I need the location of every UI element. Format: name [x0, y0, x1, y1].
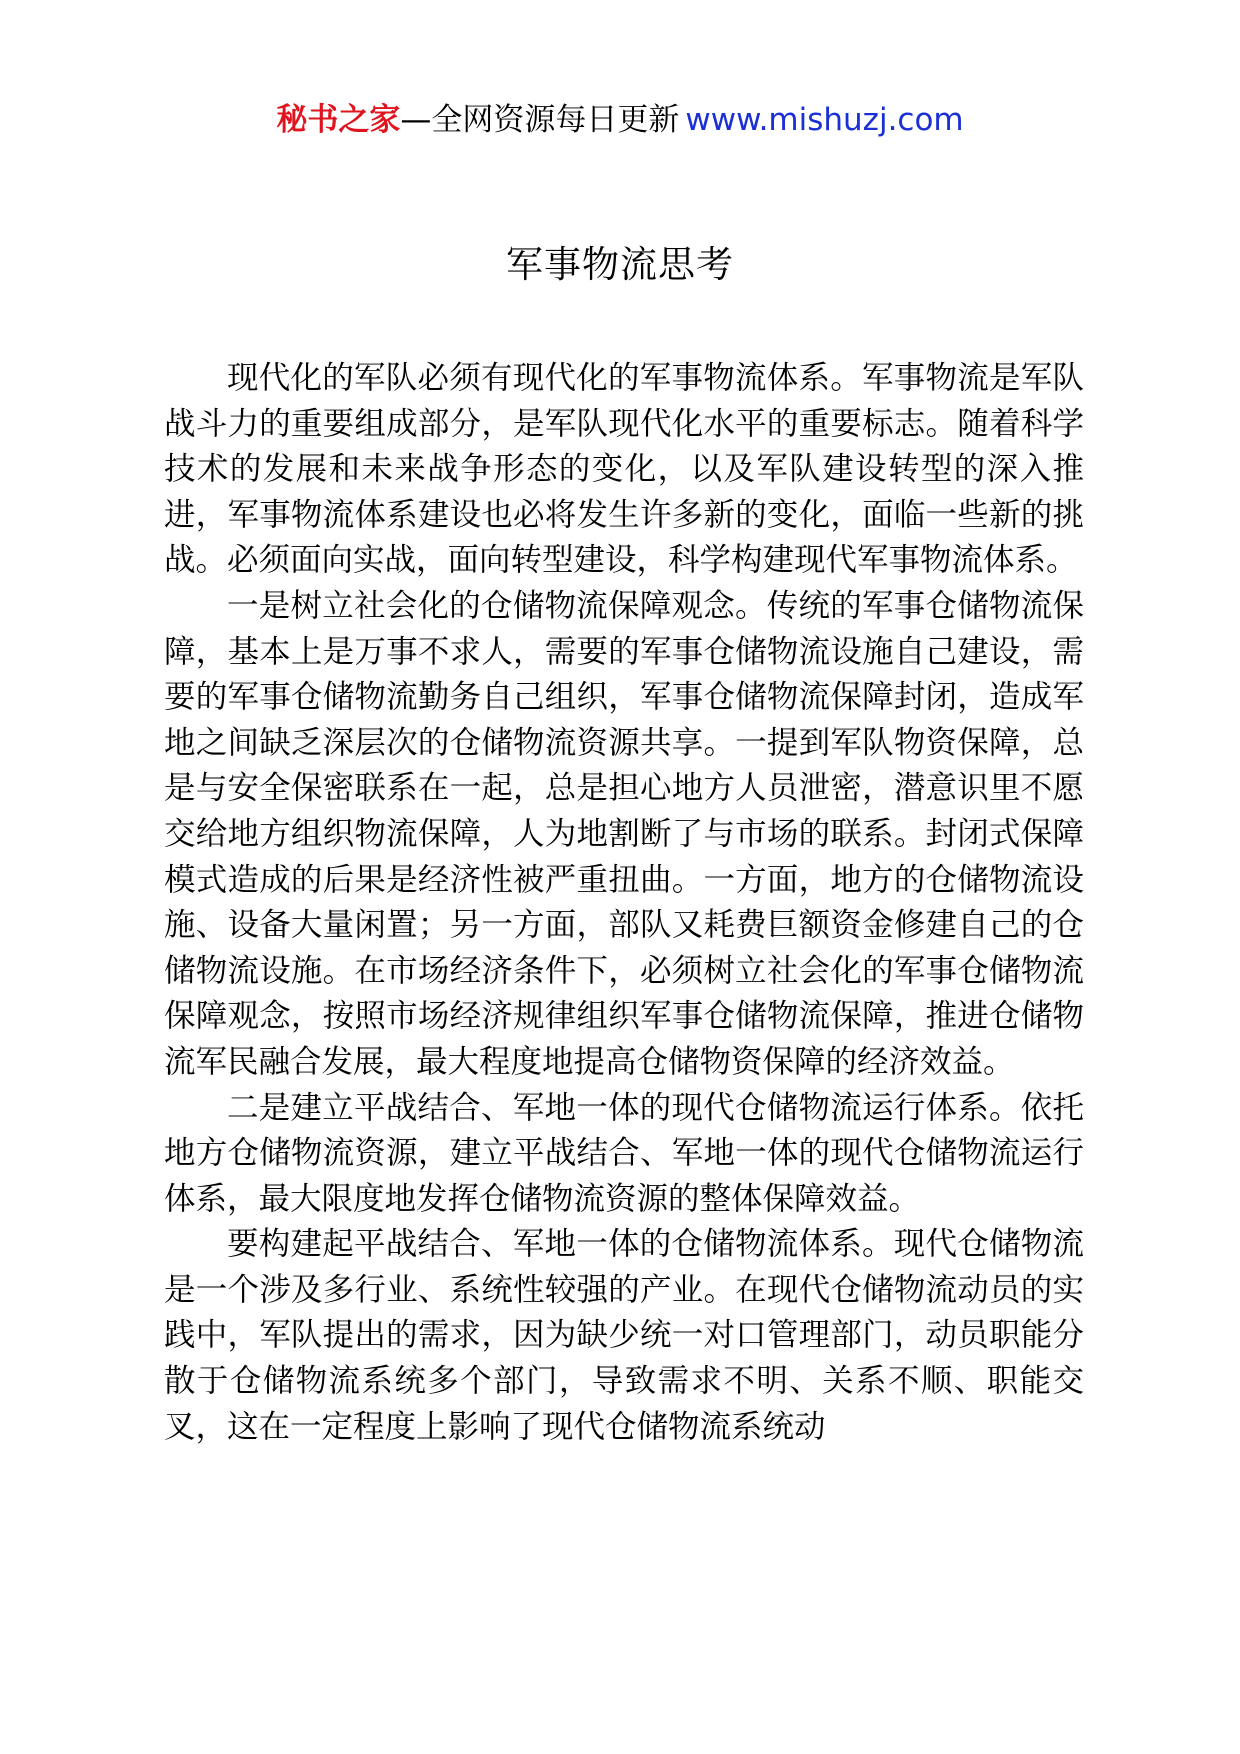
header-tagline: —全网资源每日更新: [400, 102, 680, 138]
paragraph: 一是树立社会化的仓储物流保障观念。传统的军事仓储物流保障，基本上是万事不求人，需要的军事仓储物流设施自己建设，需要的军事仓储物流勤务自己组织，军事仓储物流保障封闭，造成军地之间缺乏深层次的仓储物流资源共享。一提到军队物资保障，总是与安全保密联系在一起，总是担心地方人员泄密，潜意识里不愿交给地方组织物流保障，人为地割断了与市场的联系。封闭式保障模式造成的后果是经济性被严重扭曲。一方面，地方的仓储物流设施、设备大量闲置；另一方面，部队又耗费巨额资金修建自己的仓储物流设施。在市场经济条件下，必须树立社会化的军事仓储物流保障观念，按照市场经济规律组织军事仓储物流保障，推进仓储物流军民融合发展，最大程度地提高仓储物资保障的经济效益。: [164, 587, 1084, 1080]
document-body: [164, 356, 1084, 1450]
paragraph: 现代化的军队必须有现代化的军事物流体系。军事物流是军队战斗力的重要组成部分，是军队现代化水平的重要标志。随着科学技术的发展和未来战争形态的变化，以及军队建设转型的深入推进，军事物流体系建设也必将发生许多新的变化，面临一些新的挑战。必须面向实战，面向转型建设，科学构建现代军事物流体系。: [164, 360, 1084, 579]
document-title: 军事物流思考: [506, 243, 734, 286]
paragraph: 二是建立平战结合、军地一体的现代仓储物流运行体系。依托地方仓储物流资源，建立平战结合、军地一体的现代仓储物流运行体系，最大限度地发挥仓储物流资源的整体保障效益。: [164, 1089, 1084, 1217]
site-header: [0, 98, 1240, 142]
paragraph: 要构建起平战结合、军地一体的仓储物流体系。现代仓储物流是一个涉及多行业、系统性较强的产业。在现代仓储物流动员的实践中，军队提出的需求，因为缺少统一对口管理部门，动员职能分散于仓储物流系统多个部门，导致需求不明、关系不顺、职能交叉，这在一定程度上影响了现代仓储物流系统动: [164, 1226, 1084, 1445]
brand-name: 秘书之家: [276, 102, 401, 138]
site-url-link[interactable]: www.mishuzj.com: [685, 102, 964, 138]
